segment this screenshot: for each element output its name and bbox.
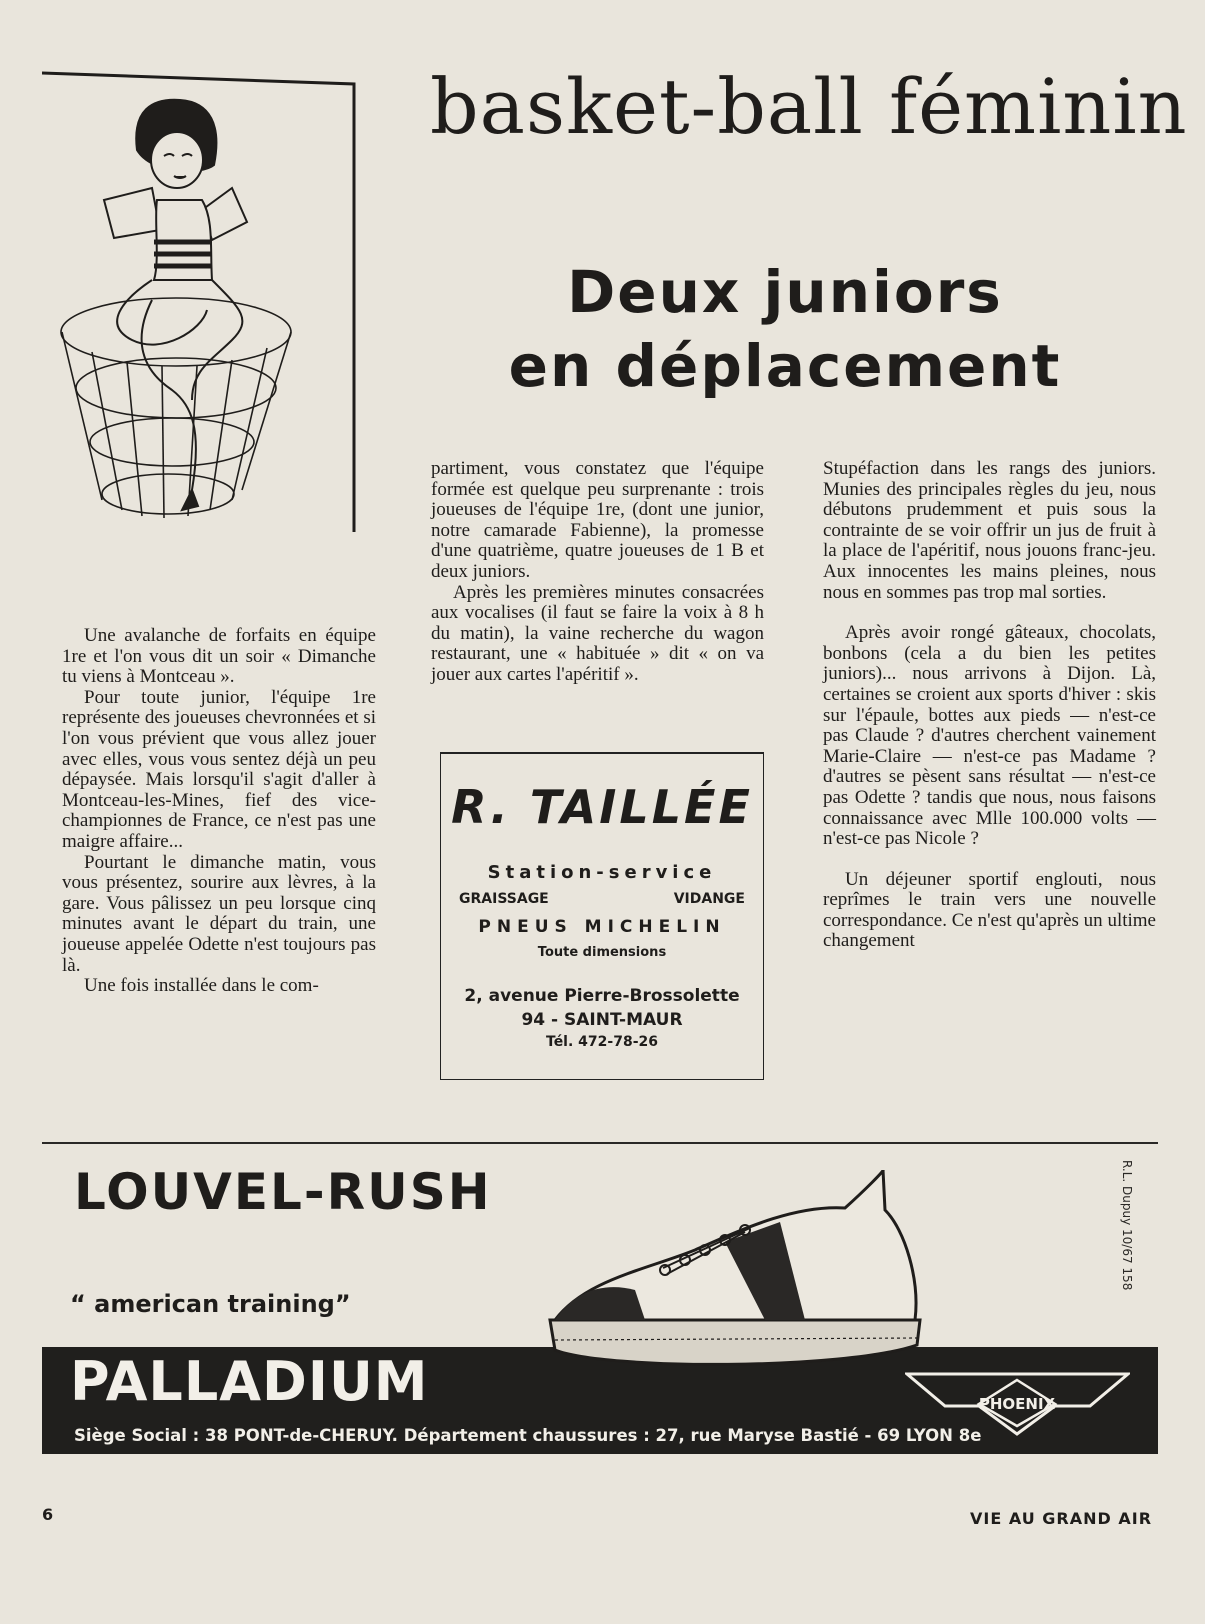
ad-credit: R.L. Dupuy 10/67 158 <box>1120 1160 1134 1291</box>
ad-divider <box>42 1142 1158 1144</box>
taillee-pneus: PNEUS MICHELIN <box>478 917 726 937</box>
taillee-service: Station-service <box>487 862 717 883</box>
taillee-address: 2, avenue Pierre-Brossolette <box>464 986 740 1006</box>
headline-line-2: en déplacement <box>508 332 1062 400</box>
product-name: LOUVEL-RUSH <box>74 1163 492 1221</box>
taillee-name: R. TAILLÉE <box>451 780 753 834</box>
taillee-city: 94 - SAINT-MAUR <box>521 1010 683 1030</box>
page-number: 6 <box>42 1505 54 1524</box>
col1-paragraph-2: Pour toute junior, l'équipe 1re représente des joueuses chevronnées et si l'on vous prévient que vous allez jouer avec elles, vous vous sentez déjà un peu dépaysée. Mais lorsqu'il s'agit d'aller à Montceau-les-Mines, fief des vice-championnes de France, ce n'est pas une maigre affaire... <box>62 686 376 852</box>
brand-name: PALLADIUM <box>70 1350 429 1413</box>
col1-paragraph-1: Une avalanche de forfaits en équipe 1re et l'on vous dit un soir « Dimanche tu viens à Montceau ». <box>62 625 376 688</box>
article-column-1 <box>62 626 376 997</box>
col2-paragraph-2: Après les premières minutes consacrées aux vocalises (il faut se faire la voix à 8 h du matin), la vaine recherche du wagon restaurant, une « habituée » dit « on va jouer aux cartes l'apéritif ». <box>431 581 764 685</box>
company-address: Siège Social : 38 PONT-de-CHERUY. Département chaussures : 27, rue Maryse Bastié - 69 LYON 8e <box>74 1426 982 1445</box>
taillee-vidange: VIDANGE <box>673 891 745 907</box>
article-column-3 <box>823 459 1156 952</box>
taillee-services-row <box>441 891 763 907</box>
taillee-dimensions: Toute dimensions <box>537 945 667 960</box>
col2-paragraph-1: partiment, vous constatez que l'équipe formée est quelque peu surprenante : trois joueuses de l'équipe 1re, (dont une junior, notre camarade Fabienne), la promesse d'une quatrième, quatre joueuses de 1 B et deux juniors. <box>431 458 764 582</box>
basketball-girl-illustration <box>42 70 368 550</box>
col3-paragraph-3: Un déjeuner sportif englouti, nous reprîmes le train vers une nouvelle correspondance. Ce n'est qu'après un ultime changement <box>823 868 1156 952</box>
col1-paragraph-4: Une fois installée dans le com- <box>84 975 319 997</box>
product-tagline: “ american training” <box>70 1290 351 1318</box>
taillee-phone: Tél. 472-78-26 <box>546 1034 658 1050</box>
headline-line-1: Deux juniors <box>567 258 1003 326</box>
section-title: basket-ball féminin <box>430 62 1188 151</box>
phoenix-label: PHOENIX <box>978 1395 1056 1413</box>
phoenix-logo <box>905 1366 1130 1436</box>
taillee-advertisement <box>440 752 764 1080</box>
col3-paragraph-2: Après avoir rongé gâteaux, chocolats, bonbons (cela a du bien les petites juniors)... nous arrivons à Dijon. Là, certaines se croient aux sports d'hiver : skis sur l'épaule, bottes aux pieds — n'est-ce pas Claude ? d'autres cherchent vainement Marie-Claire — n'est-ce pas Madame ? d'autres se pèsent sans résultat — n'est-ce pas Odette ? tandis que nous, nous faisons connaissance avec Mlle 100.000 volts — n'est-ce pas Nicole ? <box>823 622 1156 850</box>
sneaker-illustration <box>545 1170 925 1380</box>
magazine-name: VIE AU GRAND AIR <box>970 1509 1153 1528</box>
article-headline <box>440 255 1130 403</box>
col1-paragraph-3: Pourtant le dimanche matin, vous vous présentez, sourire aux lèvres, à la gare. Vous pâlissez un peu lorsque cinq minutes avant le départ du train, une joueuse appelée Odette n'est toujours pas là. <box>62 851 376 976</box>
taillee-graissage: GRAISSAGE <box>459 891 549 907</box>
col3-paragraph-1: Stupéfaction dans les rangs des juniors. Munies des principales règles du jeu, nous débutons prudemment et puis sous la contrainte de se voir offrir un jus de fruit à la place de l'apéritif, nous jouons franc-jeu. Aux innocentes les mains pleines, nous nous en sommes pas trop mal sorties. <box>823 458 1156 603</box>
article-column-2 <box>431 459 764 686</box>
